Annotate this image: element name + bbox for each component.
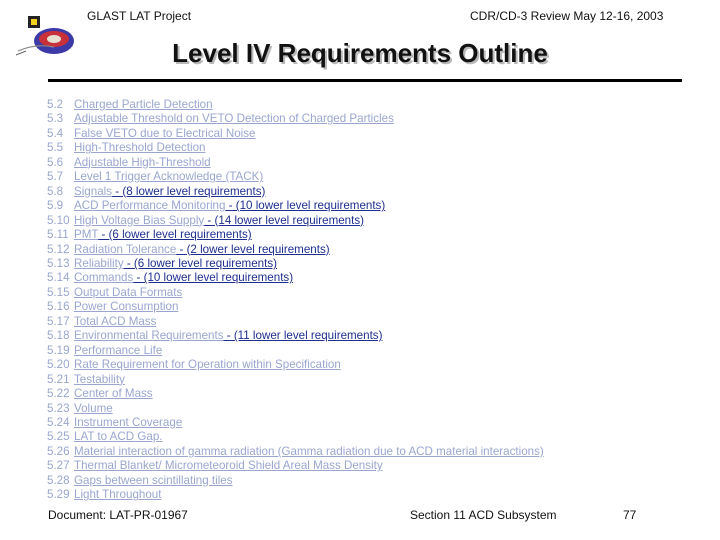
list-item [47,474,544,488]
requirement-link[interactable]: Environmental Requirements [74,329,224,343]
requirement-number: 5.3 [47,112,64,126]
list-item [47,127,544,141]
requirement-number: 5.4 [47,126,64,140]
requirement-link[interactable]: High-Threshold Detection [74,141,206,155]
requirement-number: 5.14 [47,271,70,285]
requirement-number: 5.12 [47,242,70,256]
requirement-link[interactable]: ACD Performance Monitoring [74,199,226,213]
requirement-link[interactable]: Gaps between scintillating tiles [74,473,233,487]
requirement-link[interactable]: Radiation Tolerance [74,242,177,256]
list-item [47,329,544,343]
requirement-number: 5.18 [47,329,70,343]
list-item [47,170,544,184]
list-item [47,402,544,416]
page-title: Level IV Requirements Outline [172,38,548,68]
list-item [47,315,544,329]
requirements-list [47,98,544,503]
requirement-link[interactable]: Rate Requirement for Operation within Specification [74,358,341,372]
requirement-link[interactable]: PMT [74,228,99,242]
requirement-link[interactable]: False VETO due to Electrical Noise [74,126,256,140]
requirement-number: 5.28 [47,473,70,487]
list-item [47,141,544,155]
requirement-number: 5.19 [47,343,70,357]
requirement-link[interactable]: Reliability [74,256,124,270]
list-item [47,199,544,213]
list-item [47,112,544,126]
list-item [47,488,544,502]
requirement-link[interactable]: Instrument Coverage [74,415,183,429]
requirement-number: 5.2 [47,98,64,111]
requirement-link[interactable]: Light Throughout [74,488,162,502]
requirement-number: 5.26 [47,444,70,458]
requirement-link[interactable]: Output Data Formats [74,285,183,299]
review-name: CDR/CD-3 Review May 12-16, 2003 [470,9,664,23]
requirement-link[interactable]: Power Consumption [74,300,179,314]
requirement-number: 5.29 [47,488,70,502]
requirement-link[interactable]: Material interaction of gamma radiation (Gamma radiation due to ACD material interactions) [74,444,544,458]
list-item [47,358,544,372]
requirement-number: 5.7 [47,170,64,184]
list-item [47,228,544,242]
list-item [47,373,544,387]
document-id: Document: LAT-PR-01967 [48,508,188,522]
page-number: 77 [623,508,637,522]
requirement-link[interactable]: Center of Mass [74,387,153,401]
list-item [47,459,544,473]
requirement-count-link[interactable]: - (6 lower level requirements) [123,256,277,270]
list-item [47,344,544,358]
requirement-link[interactable]: Performance Life [74,343,163,357]
requirement-link[interactable]: High Voltage Bias Supply [74,213,205,227]
requirement-link[interactable]: Adjustable High-Threshold [74,155,211,169]
requirement-number: 5.16 [47,300,70,314]
list-item [47,387,544,401]
requirement-number: 5.22 [47,387,70,401]
requirement-number: 5.8 [47,184,64,198]
requirement-link[interactable]: Commands [74,271,134,285]
requirement-count-link[interactable]: - (10 lower level requirements) [225,199,386,213]
requirement-count-link[interactable]: - (14 lower level requirements) [204,213,364,227]
list-item [47,98,544,112]
requirement-link[interactable]: Signals [74,184,113,198]
list-item [47,286,544,300]
requirement-number: 5.25 [47,430,70,444]
list-item [47,300,544,314]
list-item [47,243,544,257]
requirement-number: 5.21 [47,372,70,386]
requirement-link[interactable]: LAT to ACD Gap. [74,430,163,444]
title-divider [48,79,682,82]
requirement-link[interactable]: Testability [74,372,125,386]
requirement-link[interactable]: Thermal Blanket/ Micrometeoroid Shield Areal Mass Density [74,459,383,473]
requirement-count-link[interactable]: - (2 lower level requirements) [176,242,330,256]
list-item [47,185,544,199]
project-name: GLAST LAT Project [87,9,192,23]
requirement-number: 5.10 [47,213,70,227]
requirement-number: 5.9 [47,199,64,213]
list-item [47,156,544,170]
requirement-link[interactable]: Level 1 Trigger Acknowledge (TACK) [74,170,264,184]
requirement-number: 5.17 [47,314,70,328]
requirement-count-link[interactable]: - (8 lower level requirements) [112,184,266,198]
list-item [47,271,544,285]
section-name: Section 11 ACD Subsystem [410,508,557,522]
list-item [47,214,544,228]
requirement-link[interactable]: Volume [74,401,113,415]
list-item [47,430,544,444]
requirement-count-link[interactable]: - (6 lower level requirements) [98,228,252,242]
requirement-number: 5.24 [47,415,70,429]
list-item [47,257,544,271]
requirement-number: 5.6 [47,155,64,169]
requirement-link[interactable]: Charged Particle Detection [74,98,213,111]
requirement-number: 5.15 [47,285,70,299]
requirement-number: 5.23 [47,401,70,415]
requirement-number: 5.5 [47,141,64,155]
requirement-count-link[interactable]: - (11 lower level requirements) [223,329,383,343]
requirement-link[interactable]: Total ACD Mass [74,314,157,328]
requirement-link[interactable]: Adjustable Threshold on VETO Detection of Charged Particles [74,112,394,126]
requirement-number: 5.11 [47,228,69,242]
requirement-count-link[interactable]: - (10 lower level requirements) [133,271,294,285]
requirement-number: 5.13 [47,256,70,270]
requirement-number: 5.27 [47,459,70,473]
requirement-number: 5.20 [47,358,70,372]
list-item [47,416,544,430]
list-item [47,445,544,459]
